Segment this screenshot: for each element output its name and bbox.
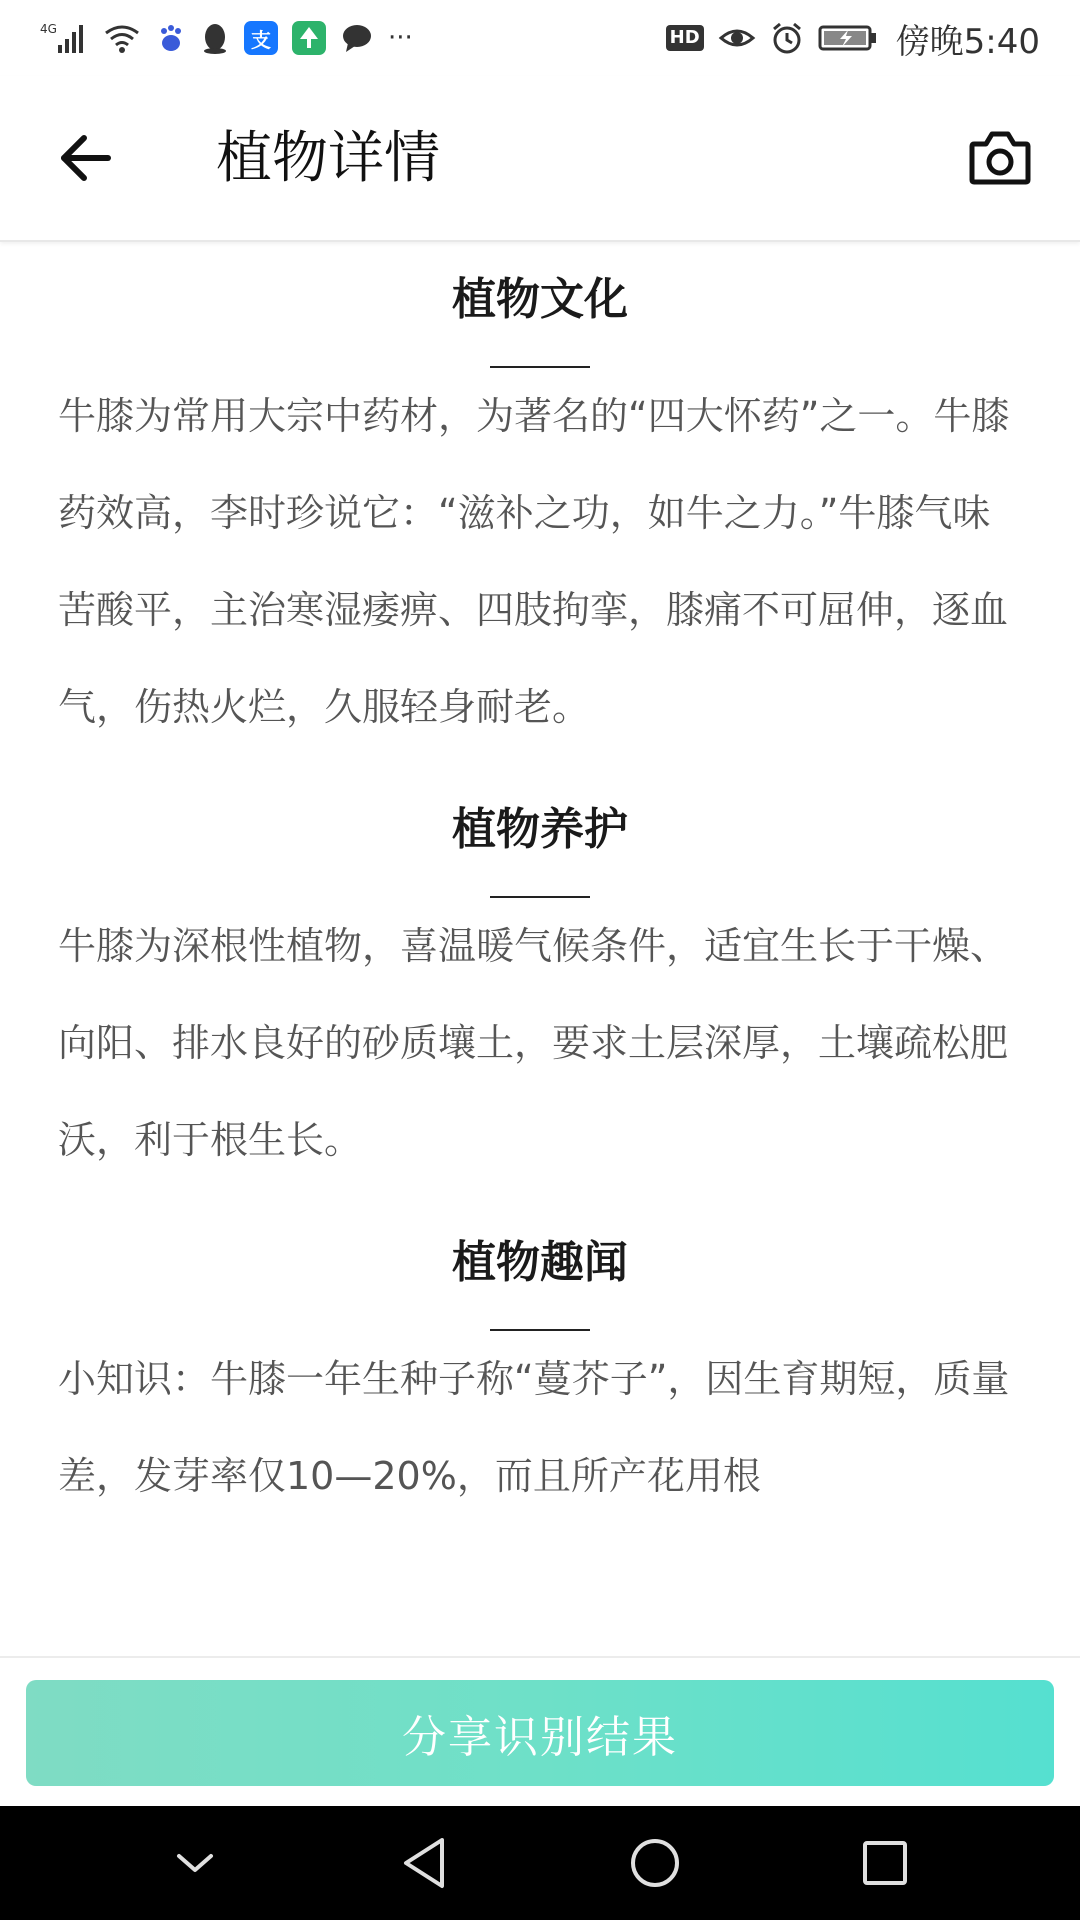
chat-bubble-icon [340,21,374,55]
more-notifications-icon: ··· [388,23,413,53]
status-bar [0,0,1080,76]
nav-recents-icon[interactable] [860,1838,910,1888]
section-plant-trivia [0,1233,1080,1525]
app-bar [0,76,1080,242]
camera-icon[interactable] [968,130,1032,186]
signal-icon [40,21,88,55]
clock-time: 傍晚5:40 [895,21,1040,62]
network-type: 4G [40,22,57,36]
wifi-icon [102,21,142,55]
section-title: 植物趣闻 [452,1237,628,1288]
page-title: 植物详情 [216,126,440,191]
nav-home-icon[interactable] [628,1836,682,1890]
alarm-icon [770,21,804,55]
qq-penguin-icon [200,21,230,55]
share-result-button[interactable]: 分享识别结果 [26,1680,1054,1786]
battery-charging-icon [818,21,878,55]
nav-back-button[interactable] [385,1823,465,1903]
nav-collapse-button[interactable] [155,1823,235,1903]
nav-collapse-icon[interactable] [173,1848,217,1878]
alipay-icon: 支 [244,21,278,55]
section-plant-culture [0,270,1080,756]
content-scroll-area[interactable] [0,242,1080,1656]
nav-back-icon[interactable] [400,1836,450,1890]
section-title: 植物养护 [452,804,628,855]
share-bar [0,1656,1080,1808]
system-nav-bar [0,1806,1080,1920]
back-arrow-icon[interactable] [58,134,114,182]
baidu-paw-icon [156,21,186,55]
section-body: 牛膝为常用大宗中药材，为著名的“四大怀药”之一。牛膝药效高，李时珍说它：“滋补之功，如牛之力。”牛膝气味苦酸平，主治寒湿痿痹、四肢拘挛，膝痛不可屈伸，逐血气，伤热火烂，久服轻身耐老。 [58,394,1010,729]
section-title: 植物文化 [452,274,628,325]
nav-home-button[interactable] [615,1823,695,1903]
plant-app-icon [292,21,326,55]
back-button[interactable] [48,120,124,196]
eye-comfort-icon [718,21,756,55]
status-bar-right [666,14,1040,63]
status-bar-left [40,21,413,55]
section-body: 牛膝为深根性植物，喜温暖气候条件，适宜生长于干燥、向阳、排水良好的砂质壤土，要求土层深厚，土壤疏松肥沃，利于根生长。 [58,924,1009,1162]
camera-button[interactable] [960,118,1040,198]
section-plant-care [0,800,1080,1189]
nav-recents-button[interactable] [845,1823,925,1903]
hd-badge: HD [666,25,704,51]
section-body: 小知识：牛膝一年生种子称“蔓芥子”，因生育期短，质量差，发芽率仅10—20%，而且所产花用根 [58,1357,1010,1498]
